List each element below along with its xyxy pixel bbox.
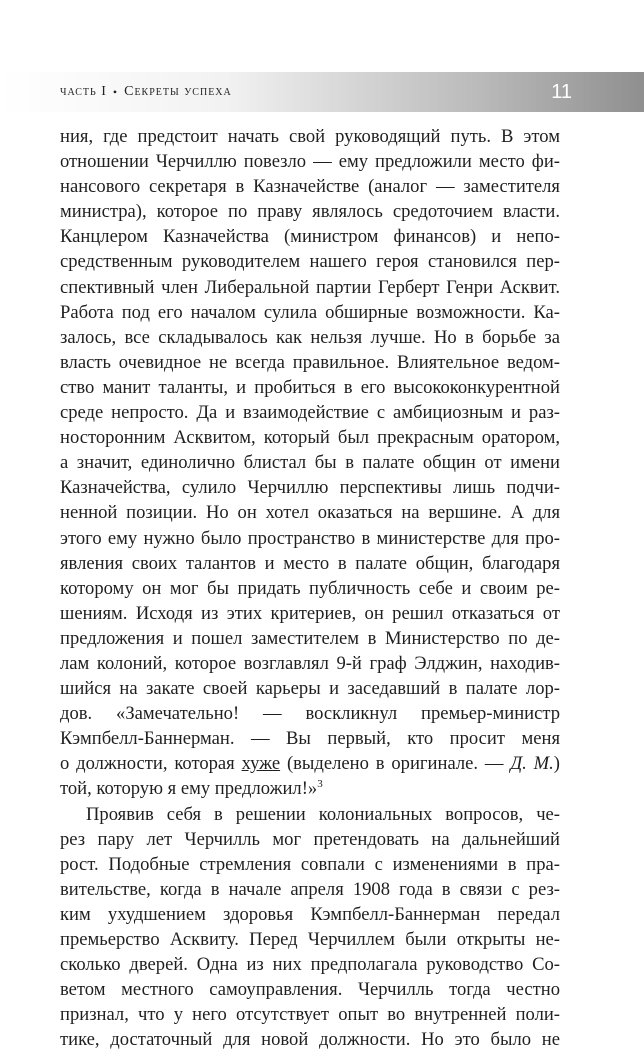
text-line: отношении Черчиллю повезло — ему предложили место фи- (60, 151, 560, 173)
text-line: дов. «Замечательно! — воскликнул премьер-министр (60, 703, 560, 725)
section-title: Секреты успеха (124, 84, 232, 99)
text-line: ким ухудшением здоровья Кэмпбелл-Баннерман передал (60, 903, 560, 925)
text-line: власть очевидное не всегда правильное. Влиятельное ведом- (60, 351, 560, 373)
text-line: Казначейства, сулило Черчиллю перспективы лишь подчи- (60, 477, 560, 499)
text-line: которому он мог бы придать публичность себе и своим ре- (60, 577, 560, 599)
paragraph-1 (60, 124, 560, 802)
text-line: признал, что у него отсутствует опыт во внутренней поли- (60, 1004, 560, 1026)
text-line (60, 751, 560, 776)
text-run: (выделено в оригинале. — (280, 753, 511, 775)
text-line: Кэмпбелл-Баннерман. — Вы первый, кто просит меня (60, 728, 560, 750)
text-line (60, 776, 560, 801)
text-line: залось, все складывалось как нельзя лучше. Но в борьбе за (60, 326, 560, 348)
paragraph-2 (60, 802, 560, 1052)
text-line: средственным руководителем нашего героя становился пер- (60, 251, 560, 273)
text-line: ния, где предстоит начать свой руководящий путь. В этом (60, 126, 560, 147)
text-line: министра), которое по праву являлось средоточием власти. (60, 201, 560, 223)
text-line: нансового секретаря в Казначействе (аналог — заместителя (60, 176, 560, 198)
text-line: Канцлером Казначейства (министром финансов) и непо- (60, 226, 560, 248)
text-run: ) (553, 753, 560, 775)
text-line: тике, достаточный для новой должности. Но это было не (60, 1029, 560, 1051)
text-line: лам колоний, которое возглавлял 9-й граф Элджин, находив- (60, 652, 560, 674)
text-line: сколько дверей. Одна из них предполагала руководство Со- (60, 954, 560, 976)
text-line: среде непросто. Да и взаимодействие с амбициозным и раз- (60, 402, 560, 424)
text-line: вительстве, когда в начале апреля 1908 года в связи с рез- (60, 878, 560, 900)
text-line: Проявив себя в решении колониальных вопросов, че- (86, 803, 560, 825)
text-line: а значит, единолично блистал бы в палате общин от имени (60, 452, 560, 474)
text-line: рез пару лет Черчилль мог претендовать на дальнейший (60, 828, 560, 850)
text-line: явления своих талантов и место в палате общин, благодаря (60, 552, 560, 574)
body-text (60, 124, 560, 1052)
text-line: премьерство Асквиту. Перед Черчиллем были открыты не- (60, 929, 560, 950)
text-line: спективный член Либеральной партии Герберт Генри Асквит. (60, 276, 560, 298)
page-number: 11 (551, 80, 572, 103)
text-line: ветом местного самоуправления. Черчилль тогда честно (60, 979, 560, 1001)
text-line: шийся на закате своей карьеры и заседавший в палате лор- (60, 678, 560, 700)
text-line: этого ему нужно было пространство в министерстве для про- (60, 527, 560, 549)
running-header (0, 72, 644, 112)
text-line: ство манит таланты, и пробиться в его высококонкурентной (60, 376, 560, 398)
running-head-title (60, 72, 232, 112)
text-line: шениям. Исходя из этих критериев, он решил отказаться от (60, 602, 560, 624)
text-line: носторонним Асквитом, который был прекрасным оратором, (60, 427, 560, 449)
part-label: часть I (60, 84, 107, 99)
text-line: ненной позиции. Но он хотел оказаться на вершине. А для (60, 502, 560, 524)
text-line: предложения и пошел заместителем в Министерство по де- (60, 627, 560, 649)
underlined-word: хуже (241, 753, 281, 775)
text-run: о должности, которая (60, 753, 242, 775)
text-line: рост. Подобные стремления совпали с изменениями в пра- (60, 853, 560, 875)
footnote-marker[interactable]: 3 (317, 778, 323, 791)
text-line: Работа под его началом сулила обширные возможности. Ка- (60, 301, 560, 323)
author-initials: Д. М. (510, 753, 554, 775)
bullet-separator: • (112, 84, 119, 99)
text-run: той, которую я ему предложил!» (60, 778, 318, 800)
